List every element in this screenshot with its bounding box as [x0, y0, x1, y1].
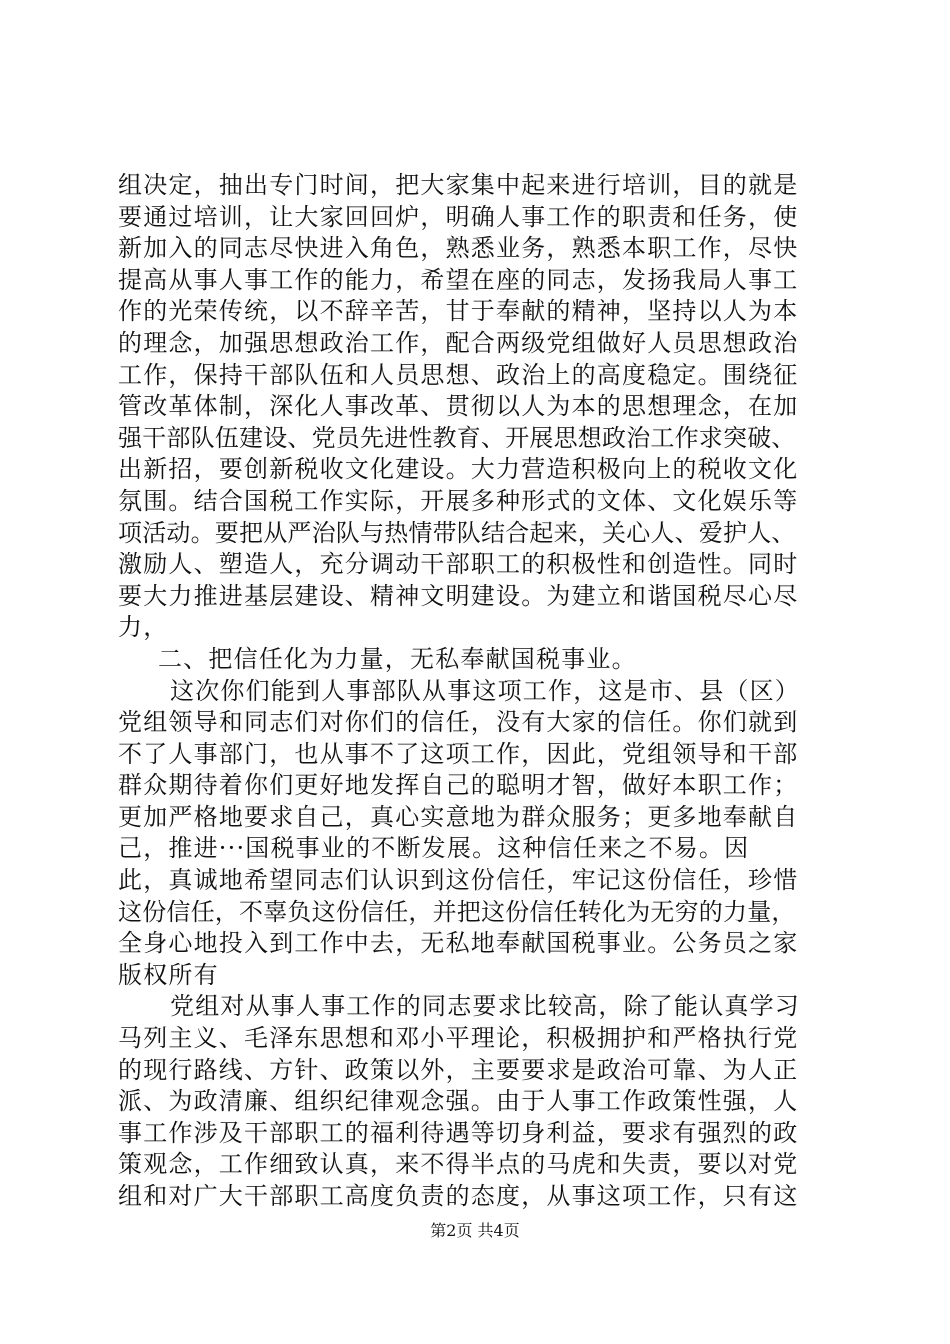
text-line: 己，推进···国税事业的不断发展。这种信任来之不易。因	[118, 834, 750, 863]
text-line: 新加入的同志尽快进入角色，熟悉业务，熟悉本职工作，尽快	[118, 234, 799, 263]
text-line: 强干部队伍建设、党员先进性教育、开展思想政治工作求突破、	[118, 423, 796, 452]
text-line: 党组领导和同志们对你们的信任，没有大家的信任。你们就到	[118, 708, 799, 737]
text-line: 组和对广大干部职工高度负责的态度，从事这项工作，只有这	[118, 1182, 799, 1210]
text-line: 版权所有	[118, 960, 219, 989]
text-line: 要大力推进基层建设、精神文明建设。为建立和谐国税尽心尽	[118, 581, 799, 610]
text-line: 派、为政清廉、组织纪律观念强。由于人事工作政策性强，人	[118, 1087, 799, 1116]
text-line: 组决定，抽出专门时间，把大家集中起来进行培训，目的就是	[118, 171, 799, 199]
body-text	[118, 170, 838, 1213]
section-heading: 二、把信任化为力量，无私奉献国税事业。	[158, 644, 637, 673]
page-footer	[0, 1221, 950, 1241]
text-line: 事工作涉及干部职工的福利待遇等切身利益，要求有强烈的政	[118, 1118, 799, 1147]
page-number-label: 第2页 共4页	[430, 1221, 520, 1240]
text-line: 氛围。结合国税工作实际，开展多种形式的文体、文化娱乐等	[118, 486, 799, 515]
text-line: 的理念，加强思想政治工作，配合两级党组做好人员思想政治	[118, 328, 799, 357]
text-line: 工作，保持干部队伍和人员思想、政治上的高度稳定。围绕征	[118, 360, 799, 389]
text-line: 这份信任，不辜负这份信任，并把这份信任转化为无穷的力量，	[118, 897, 796, 926]
text-line: 马列主义、毛泽东思想和邓小平理论，积极拥护和严格执行党	[118, 1024, 799, 1053]
text-line: 作的光荣传统，以不辞辛苦，甘于奉献的精神，坚持以人为本	[118, 297, 799, 326]
text-line: 提高从事人事工作的能力，希望在座的同志，发扬我局人事工	[118, 265, 799, 294]
text-line: 出新招，要创新税收文化建设。大力营造积极向上的税收文化	[118, 455, 799, 484]
text-line: 此，真诚地希望同志们认识到这份信任，牢记这份信任，珍惜	[118, 866, 799, 895]
text-line: 全身心地投入到工作中去，无私地奉献国税事业。公务员之家	[118, 929, 799, 958]
text-line: 管改革体制，深化人事改革、贯彻以人为本的思想理念，在加	[118, 392, 799, 421]
text-line: 群众期待着你们更好地发挥自己的聪明才智，做好本职工作；	[118, 771, 799, 800]
text-line: 激励人、塑造人，充分调动干部职工的积极性和创造性。同时	[118, 550, 799, 579]
text-line: 更加严格地要求自己，真心实意地为群众服务；更多地奉献自	[118, 802, 799, 831]
text-line: 项活动。要把从严治队与热情带队结合起来，关心人、爱护人、	[118, 518, 796, 547]
text-line: 策观念，工作细致认真，来不得半点的马虎和失责，要以对党	[118, 1150, 799, 1179]
text-line: 要通过培训，让大家回回炉，明确人事工作的职责和任务，使	[118, 202, 799, 231]
text-line: 力，	[118, 613, 169, 642]
paragraph-start: 这次你们能到人事部队从事这项工作，这是市、县（区）	[170, 676, 800, 705]
text-line: 的现行路线、方针、政策以外，主要要求是政治可靠、为人正	[118, 1055, 799, 1084]
paragraph-start: 党组对从事人事工作的同志要求比较高，除了能认真学习	[170, 992, 800, 1021]
text-line: 不了人事部门，也从事不了这项工作，因此，党组领导和干部	[118, 739, 799, 768]
